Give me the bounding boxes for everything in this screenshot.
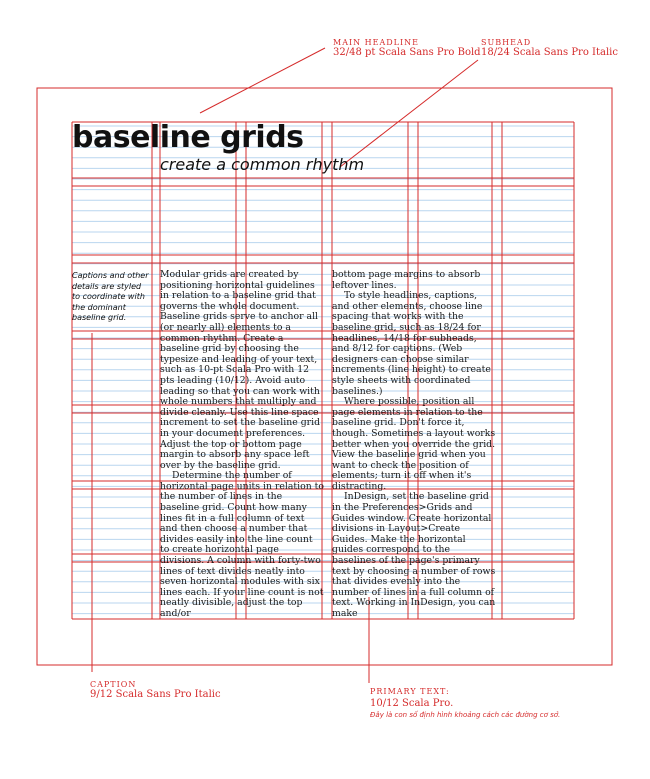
primary-text-annotation [370, 687, 560, 719]
primary-text-label: PRIMARY TEXT: [370, 687, 450, 696]
caption-text: Captions and other details are styled to coordinate with the dominant baseline grid. [72, 271, 149, 323]
subhead-annotation [481, 38, 618, 58]
column2-paragraph: To style headlines, captions, and other elements, choose line spacing that works with the baseline grid, such as 18/24 for headlines, 14/18 for subheads, and 8/12 for captions. (Web designers can choose similar increments (line height) to create style sheets with coordinated baselines.) [332, 290, 491, 397]
main-headline-annotation [333, 38, 481, 58]
page-headline: baseline grids [72, 120, 304, 155]
text-column-2 [332, 270, 496, 619]
column2-paragraph: Where possible, position all page elements in relation to the baseline grid. Don't force it, though. Sometimes a layout works better when you override the grid. View the baseline grid when you want to check the position of elements; turn it off when it's distracting. [332, 396, 496, 492]
page-frame [37, 88, 612, 665]
column2-paragraph: InDesign, set the baseline grid in the Preferences>Grids and Guides window. Create horizontal divisions in Layout>Create Guides. Make the horizontal guides correspond to the baselines of the page's primary text by choosing a number of rows that divides evenly into the number of lines in a full column of text. Working in InDesign, you can make [332, 491, 496, 619]
caption-annotation [90, 680, 221, 700]
main-headline-label: MAIN HEADLINE [333, 38, 419, 47]
text-column-1 [160, 270, 324, 619]
page-subhead: create a common rhythm [160, 155, 365, 174]
caption-spec: 9/12 Scala Sans Pro Italic [90, 689, 221, 700]
primary-text-spec: 10/12 Scala Pro. [370, 698, 454, 709]
subhead-leader [340, 60, 478, 167]
primary-text-note: Đây là con số định hình khoảng cách các đường cơ sở. [370, 711, 561, 719]
module-guides [37, 88, 612, 665]
caption-label: CAPTION [90, 680, 137, 689]
column2-paragraph: bottom page margins to absorb leftover lines. [332, 270, 481, 291]
headline-leader [200, 48, 325, 113]
subhead-spec: 18/24 Scala Sans Pro Italic [481, 47, 618, 58]
subhead-label: SUBHEAD [481, 38, 532, 47]
column1-paragraph: Determine the number of horizontal page units in relation to the number of lines in the baseline grid. Count how many lines fit in a full column of text and then choose a number that divides easily into the line count to create horizontal page divisions. A column with forty-two lines of text divides neatly into seven horizontal modules with six lines each. If your line count is not neatly divisible, adjust the top and/or [160, 470, 324, 619]
column1-paragraph: Modular grids are created by positioning horizontal guidelines in relation to a baseline grid that governs the whole document. Baseline grids serve to anchor all (or nearly all) elements to a common rhythm. Create a baseline grid by choosing the typesize and leading of your text, such as 10-pt Scala Pro with 12 pts leading (10/12). Avoid auto leading so that you can work with whole numbers that multiply and divide cleanly. Use this line space increment to set the baseline grid in your document preferences. Adjust the top or bottom page margin to absorb any space left over by the baseline grid. [160, 270, 321, 471]
main-headline-spec: 32/48 pt Scala Sans Pro Bold [333, 47, 481, 58]
